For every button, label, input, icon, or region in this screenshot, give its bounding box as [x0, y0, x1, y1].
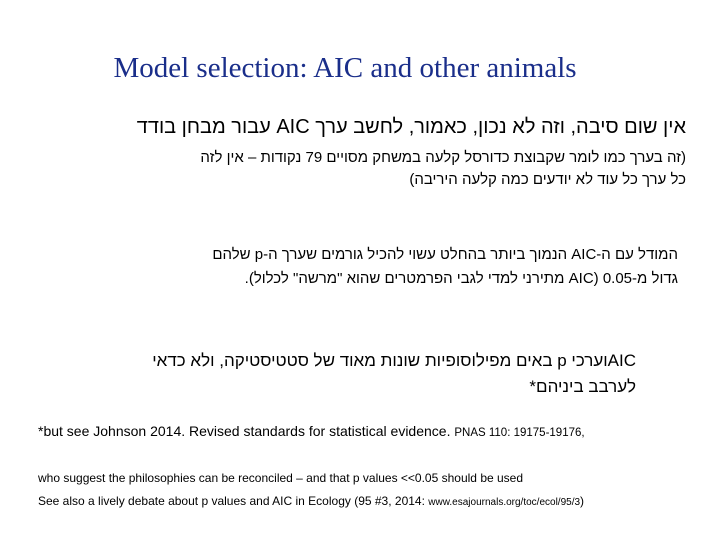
- footnote-3: [38, 494, 584, 508]
- para1-line1: אין שום סיבה, וזה לא נכון, כאמור, לחשב ערך AIC עבור מבחן בודד: [136, 116, 686, 138]
- para3: [152, 348, 636, 400]
- slide-title: Model selection: AIC and other animals: [113, 52, 577, 84]
- para1-line2: (זה בערך כמו לומר שקבוצת כדורסל קלעה במשחק מסויים 79 נקודות – אין לזה: [200, 149, 686, 166]
- para2: [212, 243, 678, 291]
- footnote-2: who suggest the philosophies can be reconciled – and that p values <<0.05 should be used: [38, 471, 524, 485]
- footnote-1: [38, 423, 585, 439]
- para2-line1: המודל עם ה-AIC הנמוך ביותר בהחלט עשוי להכיל גורמים שערך ה-p שלהם: [212, 246, 678, 263]
- footnote-3-end: ): [580, 494, 585, 508]
- para1-line3: כל ערך כל עוד לא יודעים כמה קלעה היריבה): [409, 171, 686, 188]
- footnote-3-main: See also a lively debate about p values and AIC in Ecology (95 #3, 2014:: [38, 494, 425, 508]
- para1-note: [200, 147, 686, 191]
- para3-line2: לערבב ביניהם*: [529, 377, 636, 396]
- footnote-1-main: *but see Johnson 2014. Revised standards for statistical evidence.: [38, 423, 451, 439]
- para3-line1: AICוערכי p באים מפילוסופיות שונות מאוד של סטטיסטיקה, ולא כדאי: [152, 351, 636, 370]
- para2-line2: גדול מ-0.05 (AIC מתירני למדי לגבי הפרמטרים שהוא "מרשה" לכלול).: [244, 270, 678, 287]
- footnote-1-ref: PNAS 110: 19175-19176,: [454, 427, 585, 439]
- footnote-3-url[interactable]: www.esajournals.org/toc/ecol/95/3: [428, 497, 581, 508]
